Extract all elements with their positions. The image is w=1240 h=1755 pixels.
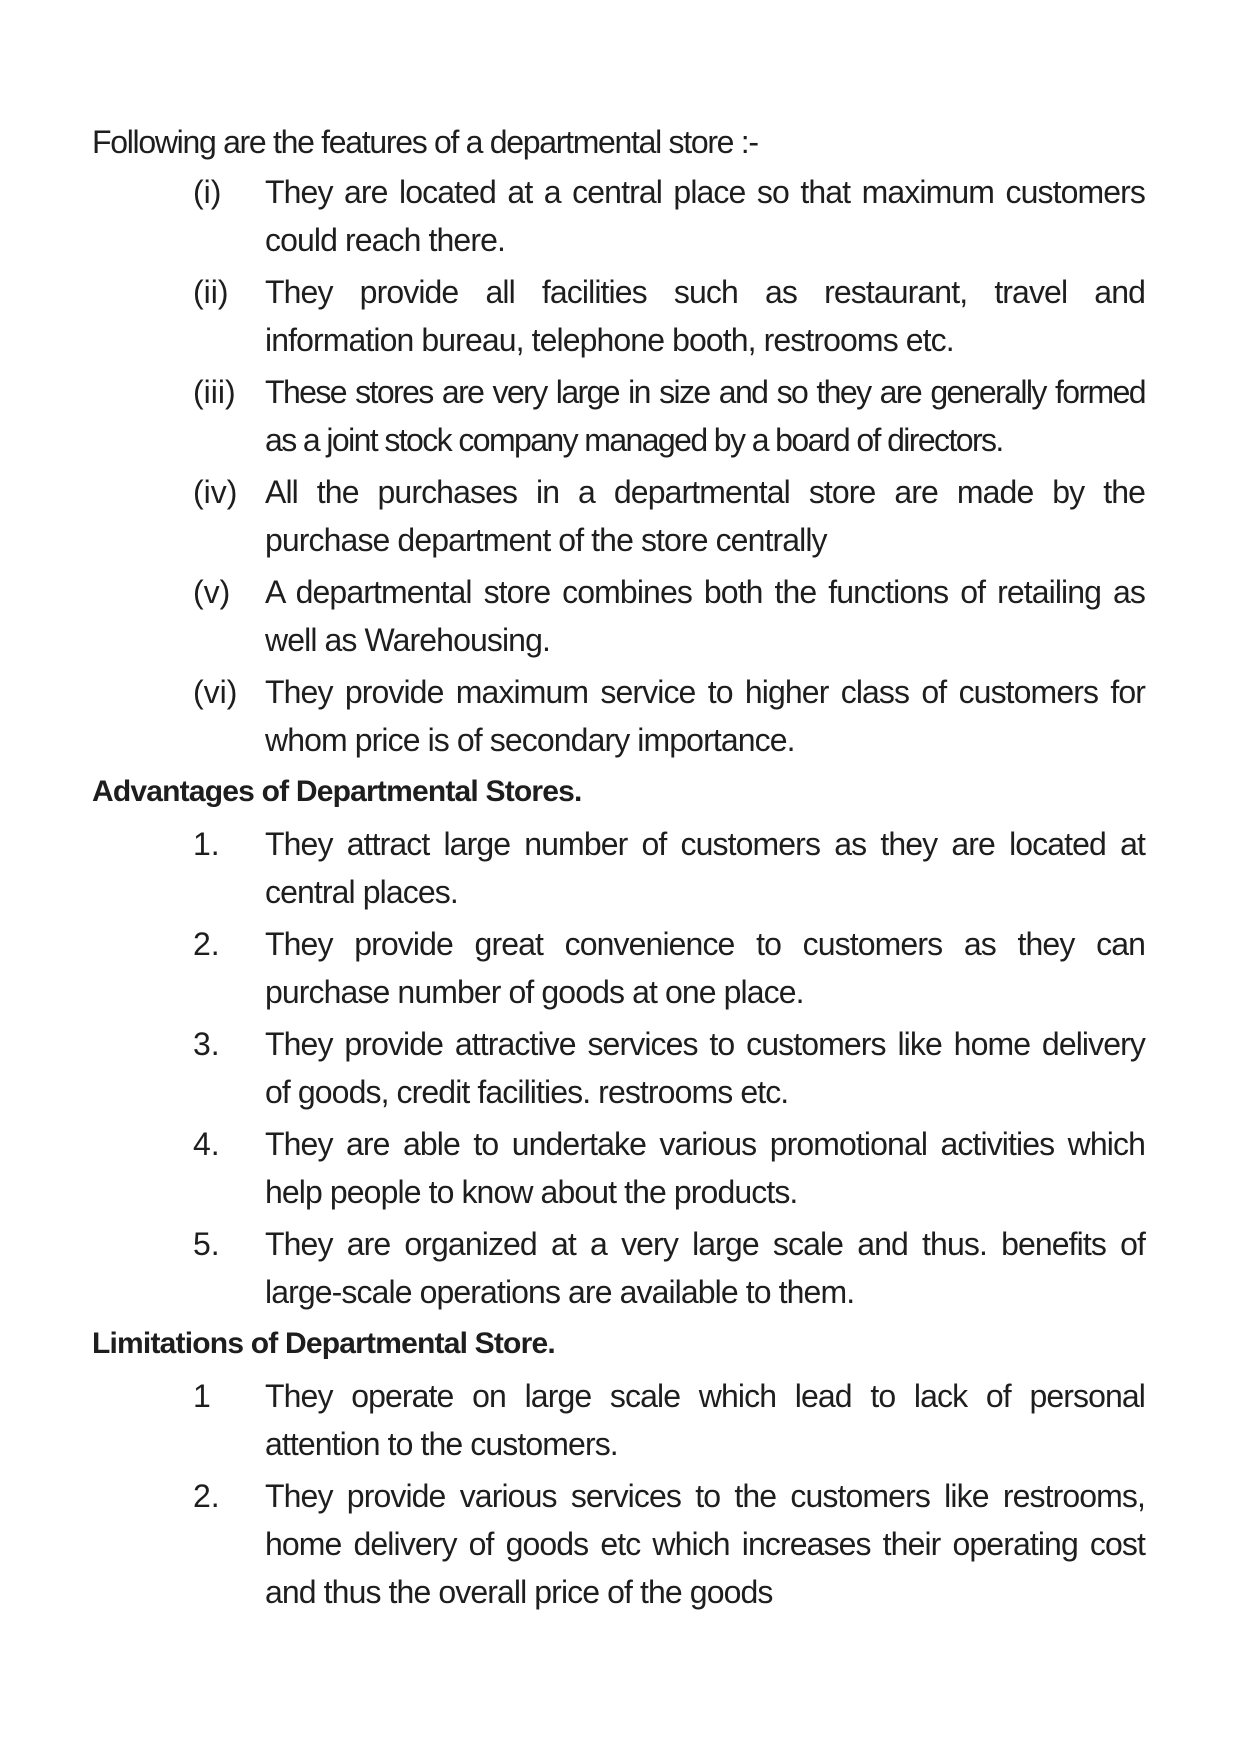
list-item — [193, 168, 1145, 264]
item-number: 1. — [193, 826, 220, 862]
list-item — [193, 368, 1145, 464]
list-item — [193, 668, 1145, 764]
item-number: (ii) — [193, 274, 229, 310]
item-number: 1 — [193, 1378, 211, 1414]
item-number: (v) — [193, 574, 231, 610]
item-text: They provide great convenience to customers as they can purchase number of goods at one place. — [265, 926, 1145, 1010]
item-number: (iv) — [193, 474, 238, 510]
list-item — [193, 468, 1145, 564]
list-item — [193, 1020, 1145, 1116]
item-text: They provide all facilities such as restaurant, travel and information bureau, telephone booth, restrooms etc. — [265, 274, 1145, 358]
item-number: 3. — [193, 1026, 220, 1062]
item-number: (i) — [193, 174, 222, 210]
item-text: These stores are very large in size and so they are generally formed as a joint stock company managed by a board of directors. — [265, 374, 1145, 458]
list-item — [193, 820, 1145, 916]
item-number: 2. — [193, 926, 220, 962]
list-item — [193, 568, 1145, 664]
item-text: All the purchases in a departmental store are made by the purchase department of the store centrally — [265, 474, 1145, 558]
item-number: (iii) — [193, 374, 236, 410]
list-item — [193, 1120, 1145, 1216]
item-text: A departmental store combines both the functions of retailing as well as Warehousing. — [265, 574, 1145, 658]
advantages-list — [0, 820, 1240, 1316]
item-text: They are located at a central place so that maximum customers could reach there. — [265, 174, 1145, 258]
list-item — [193, 1472, 1145, 1616]
item-text: They attract large number of customers as they are located at central places. — [265, 826, 1145, 910]
item-text: They provide attractive services to customers like home delivery of goods, credit facilities. restrooms etc. — [265, 1026, 1145, 1110]
item-text: They operate on large scale which lead to lack of personal attention to the customers. — [265, 1378, 1145, 1462]
list-item — [193, 1220, 1145, 1316]
limitations-heading: Limitations of Departmental Store. — [92, 1327, 555, 1360]
item-number: (vi) — [193, 674, 238, 710]
list-item — [193, 1372, 1145, 1468]
list-item — [193, 268, 1145, 364]
item-text: They are able to undertake various promotional activities which help people to know about the products. — [265, 1126, 1145, 1210]
item-text: They are organized at a very large scale and thus. benefits of large-scale operations are available to them. — [265, 1226, 1145, 1310]
intro-text: Following are the features of a departmental store :- — [92, 124, 758, 160]
item-text: They provide various services to the customers like restrooms, home delivery of goods etc which increases their operating cost and thus the overall price of the goods — [265, 1478, 1145, 1610]
features-list — [0, 168, 1240, 764]
item-number: 2. — [193, 1478, 220, 1514]
advantages-heading: Advantages of Departmental Stores. — [92, 775, 582, 808]
item-number: 5. — [193, 1226, 220, 1262]
limitations-list — [0, 1372, 1240, 1616]
list-item — [193, 920, 1145, 1016]
item-number: 4. — [193, 1126, 220, 1162]
item-text: They provide maximum service to higher class of customers for whom price is of secondary importance. — [265, 674, 1145, 758]
